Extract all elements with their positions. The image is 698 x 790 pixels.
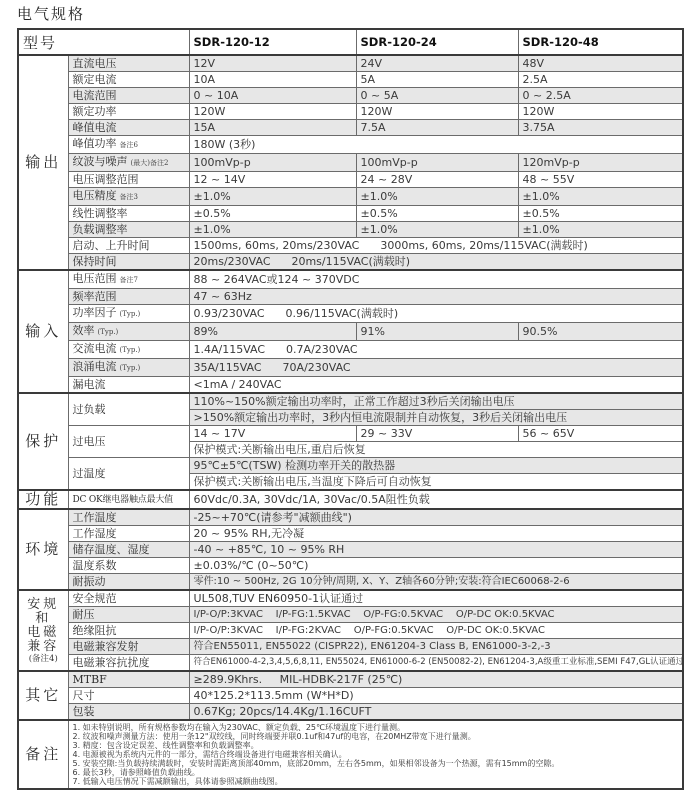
spec-label-footnote: 备注6 [119, 141, 138, 149]
spec-label-cell [68, 172, 189, 188]
spec-label-cell [68, 289, 189, 305]
spec-value-cell: 90.5% [518, 323, 683, 341]
spec-label-cell [68, 526, 189, 542]
table-row [18, 88, 683, 104]
spec-label-text: 过电压 [72, 435, 106, 448]
table-row [18, 574, 683, 591]
spec-span-cell: UL508,TUV EN60950-1认证通过 [189, 590, 683, 607]
table-row [18, 377, 683, 394]
spec-label-cell [68, 136, 189, 154]
spec-value-cell: 12V [189, 55, 356, 72]
spec-label-cell [68, 270, 189, 289]
note-line: 1. 如未特别说明，所有规格参数均在输入为230VAC、额定负载、25℃环境温度下进行量测。 [72, 723, 405, 732]
spec-span-cell: ±0.03%/℃ (0~50℃) [189, 558, 683, 574]
spec-label-text: 电磁兼容发射 [72, 640, 139, 653]
table-row [18, 104, 683, 120]
spec-label-cell [68, 558, 189, 574]
section-label-cell [18, 509, 68, 590]
table-row [18, 704, 683, 721]
table-row [18, 55, 683, 72]
table-row [18, 289, 683, 305]
section-label-line: 电磁 [27, 624, 60, 640]
spec-label-text: 负载调整率 [72, 223, 128, 236]
table-row [18, 607, 683, 623]
spec-label-cell [68, 574, 189, 591]
section-label-line: 安规和 [27, 596, 60, 626]
section-label-line: 环境 [25, 540, 62, 558]
spec-value-cell: 120mVp-p [518, 154, 683, 172]
section-label-line: 功能 [25, 490, 62, 508]
spec-span-cell: 20 ~ 95% RH,无冷凝 [189, 526, 683, 542]
spec-label-text: 纹波与噪声 [72, 155, 128, 168]
spec-label-text: 包装 [72, 705, 95, 718]
spec-label-text: 效率 [72, 324, 95, 337]
spec-label-text: 电流范围 [72, 89, 117, 102]
spec-label-text: 电压精度 [72, 189, 117, 202]
spec-label-footnote: 备注3 [119, 193, 138, 201]
spec-label-cell [68, 623, 189, 639]
spec-span-cell: 保护模式:关断输出电压,当温度下降后可自动恢复 [189, 474, 683, 491]
spec-value-cell: 120W [356, 104, 518, 120]
spec-label-text: 安全规范 [72, 592, 117, 605]
spec-span-cell: 符合EN55011, EN55022 (CISPR22), EN61204-3 Class B, EN61000-3-2,-3 [189, 639, 683, 655]
table-row [18, 323, 683, 341]
spec-span-cell: 40*125.2*113.5mm (W*H*D) [189, 688, 683, 704]
spec-label-cell [68, 542, 189, 558]
spec-label-footnote: (Typ.) [97, 328, 119, 336]
spec-label-cell [68, 238, 189, 254]
spec-label-cell [68, 377, 189, 394]
spec-label-text: 过温度 [72, 467, 106, 480]
spec-span-cell: 88 ~ 264VAC或124 ~ 370VDC [189, 270, 683, 289]
spec-value-cell: 89% [189, 323, 356, 341]
spec-table [17, 28, 684, 790]
spec-span-cell: >150%额定输出功率时，3秒内恒电流限制并自动恢复，3秒后关闭输出电压 [189, 410, 683, 426]
spec-label-text: 电压范围 [72, 272, 117, 285]
model-header-row [18, 29, 683, 55]
spec-label-cell [68, 359, 189, 377]
spec-label-text: 绝缘阻抗 [72, 624, 117, 637]
spec-span-cell: 符合EN61000-4-2,3,4,5,6,8,11, EN55024, EN61000-6-2 (EN50082-2), EN61204-3,A级重工业标准,SEMI F47,GL认证通过 [189, 655, 683, 672]
spec-value-cell: ±1.0% [356, 188, 518, 206]
spec-value-cell: 10A [189, 72, 356, 88]
note-line: 5. 安装空隙:当负载持续满载时，安装时需距离顶部40mm，底部20mm，左右各5mm，如果相邻设备为一个热源，需有15mm的空隙。 [72, 759, 560, 768]
spec-label-text: 电压调整范围 [72, 173, 139, 186]
table-row [18, 458, 683, 474]
section-label-line: 其它 [25, 686, 62, 704]
section-label-cell [18, 671, 68, 720]
notes-cell [68, 720, 683, 789]
spec-label-cell [68, 426, 189, 458]
note-line: 3. 精度：包含设定误差、线性调整率和负载调整率。 [72, 741, 259, 750]
spec-label-text: 峰值功率 [72, 137, 117, 150]
spec-span-cell: I/P-O/P:3KVAC I/P-FG:2KVAC O/P-FG:0.5KVAC O/P-DC OK:0.5KVAC [189, 623, 683, 639]
spec-label-text: MTBF [72, 673, 107, 686]
spec-value-cell: 56 ~ 65V [518, 426, 683, 442]
table-row [18, 238, 683, 254]
spec-value-cell: 12 ~ 14V [189, 172, 356, 188]
spec-span-cell: ≥289.9Khrs. MIL-HDBK-217F (25℃) [189, 671, 683, 688]
table-row [18, 136, 683, 154]
spec-value-cell: 100mVp-p [189, 154, 356, 172]
spec-label-cell [68, 655, 189, 672]
spec-label-cell [68, 341, 189, 359]
spec-value-cell: 14 ~ 17V [189, 426, 356, 442]
section-label-line: 保护 [25, 432, 62, 450]
spec-label-text: DC OK继电器触点最大值 [72, 495, 173, 505]
spec-label-cell [68, 458, 189, 491]
spec-span-cell: -25~+70℃(请参考"减额曲线") [189, 509, 683, 526]
section-label-cell [18, 55, 68, 270]
section-label-cell [18, 270, 68, 393]
spec-value-cell: ±1.0% [518, 222, 683, 238]
spec-label-text: 频率范围 [72, 290, 117, 303]
spec-value-cell: ±0.5% [356, 206, 518, 222]
spec-label-text: 储存温度、湿度 [72, 543, 150, 556]
spec-label-cell [68, 639, 189, 655]
spec-label-text: 线性调整率 [72, 207, 128, 220]
spec-span-cell: 0.93/230VAC 0.96/115VAC(满载时) [189, 305, 683, 323]
spec-label-cell [68, 120, 189, 136]
model-cell-2: SDR-120-24 [356, 29, 518, 55]
spec-value-cell: 2.5A [518, 72, 683, 88]
spec-label-cell [68, 88, 189, 104]
spec-value-cell: ±1.0% [356, 222, 518, 238]
table-row [18, 72, 683, 88]
spec-label-text: 功率因子 [72, 306, 117, 319]
spec-span-cell: 0.67Kg; 20pcs/14.4Kg/1.16CUFT [189, 704, 683, 721]
table-row [18, 671, 683, 688]
spec-value-cell: ±0.5% [189, 206, 356, 222]
spec-value-cell: ±1.0% [189, 188, 356, 206]
spec-label-cell [68, 72, 189, 88]
table-row [18, 188, 683, 206]
note-line: 7. 低输入电压情况下需减额输出，具体请参照减额曲线图。 [72, 777, 283, 786]
spec-label-footnote: (Typ.) [119, 346, 141, 354]
spec-value-cell: ±1.0% [189, 222, 356, 238]
spec-label-cell [68, 509, 189, 526]
spec-value-cell: 5A [356, 72, 518, 88]
spec-label-cell [68, 188, 189, 206]
spec-value-cell: 0 ~ 5A [356, 88, 518, 104]
table-row [18, 270, 683, 289]
table-row [18, 305, 683, 323]
spec-label-cell [68, 305, 189, 323]
spec-label-footnote: (Typ.) [119, 364, 141, 372]
spec-value-cell: 3.75A [518, 120, 683, 136]
table-row [18, 172, 683, 188]
spec-span-cell: 110%~150%额定输出功率时，正常工作超过3秒后关闭输出电压 [189, 393, 683, 410]
spec-value-cell: 0 ~ 2.5A [518, 88, 683, 104]
spec-span-cell: 保护模式:关断输出电压,重启后恢复 [189, 442, 683, 458]
spec-label-footnote: (Typ.) [119, 310, 141, 318]
spec-span-cell: 35A/115VAC 70A/230VAC [189, 359, 683, 377]
table-row [18, 688, 683, 704]
section-label-note: (备注4) [28, 653, 58, 664]
spec-label-text: 直流电压 [72, 57, 117, 70]
spec-label-text: 额定电流 [72, 73, 117, 86]
table-row [18, 623, 683, 639]
table-row [18, 120, 683, 136]
spec-label-cell [68, 55, 189, 72]
spec-value-cell: 7.5A [356, 120, 518, 136]
section-label-cell [18, 720, 68, 789]
spec-label-text: 交流电流 [72, 342, 117, 355]
section-label-line: 备注 [25, 745, 62, 763]
spec-value-cell: 29 ~ 33V [356, 426, 518, 442]
spec-label-cell [68, 154, 189, 172]
spec-label-text: 过负载 [72, 403, 106, 416]
spec-span-cell: 60Vdc/0.3A, 30Vdc/1A, 30Vac/0.5A阻性负载 [189, 490, 683, 509]
spec-label-text: 工作湿度 [72, 527, 117, 540]
model-header-cell: 型号 [18, 29, 189, 55]
spec-label-text: 漏电流 [72, 378, 106, 391]
table-row [18, 393, 683, 410]
spec-span-cell: <1mA / 240VAC [189, 377, 683, 394]
section-label-cell [18, 490, 68, 509]
page-title: 电气规格 [17, 5, 86, 23]
spec-value-cell: 91% [356, 323, 518, 341]
spec-label-text: 温度系数 [72, 559, 117, 572]
table-row [18, 341, 683, 359]
spec-label-text: 峰值电流 [72, 121, 117, 134]
spec-value-cell: 15A [189, 120, 356, 136]
spec-label-text: 浪涌电流 [72, 360, 117, 373]
spec-label-cell [68, 222, 189, 238]
section-label-line: 兼容 [27, 638, 60, 654]
spec-span-cell: 180W (3秒) [189, 136, 683, 154]
spec-label-cell [68, 254, 189, 271]
spec-span-cell: 零件:10 ~ 500Hz, 2G 10分钟/周期, X、Y、Z轴各60分钟;安装:符合IEC60068-2-6 [189, 574, 683, 591]
spec-label-text: 保持时间 [72, 255, 117, 268]
spec-value-cell: 48V [518, 55, 683, 72]
spec-label-cell [68, 671, 189, 688]
table-row [18, 359, 683, 377]
table-row [18, 426, 683, 442]
table-row [18, 490, 683, 509]
spec-label-cell [68, 688, 189, 704]
table-row [18, 509, 683, 526]
spec-value-cell: 0 ~ 10A [189, 88, 356, 104]
spec-value-cell: 24V [356, 55, 518, 72]
spec-label-cell [68, 323, 189, 341]
table-row [18, 720, 683, 789]
spec-label-text: 耐振动 [72, 575, 106, 588]
spec-span-cell: I/P-O/P:3KVAC I/P-FG:1.5KVAC O/P-FG:0.5KVAC O/P-DC OK:0.5KVAC [189, 607, 683, 623]
spec-value-cell: 48 ~ 55V [518, 172, 683, 188]
table-row [18, 254, 683, 271]
spec-label-text: 启动、上升时间 [72, 239, 150, 252]
note-line: 4. 电源被视为系统内元件的一部分，需结合终端设备进行电磁兼容相关确认。 [72, 750, 347, 759]
section-label-cell [18, 590, 68, 671]
table-row [18, 526, 683, 542]
table-row [18, 590, 683, 607]
spec-label-text: 工作温度 [72, 511, 117, 524]
table-row [18, 542, 683, 558]
spec-value-cell: ±0.5% [518, 206, 683, 222]
spec-label-text: 电磁兼容抗扰度 [72, 656, 150, 669]
spec-label-text: 耐压 [72, 608, 95, 621]
spec-span-cell: 1500ms, 60ms, 20ms/230VAC 3000ms, 60ms, 20ms/115VAC(满载时) [189, 238, 683, 254]
spec-span-cell: 95℃±5℃(TSW) 检测功率开关的散热器 [189, 458, 683, 474]
section-label-cell [18, 393, 68, 490]
note-line: 6. 最长3秒，请参照峰值负载曲线。 [72, 768, 200, 777]
table-row [18, 639, 683, 655]
spec-label-footnote: (最大)备注2 [130, 159, 169, 167]
spec-label-cell [68, 104, 189, 120]
spec-label-text: 尺寸 [72, 689, 95, 702]
spec-label-footnote: 备注7 [119, 276, 138, 284]
spec-label-cell [68, 704, 189, 721]
spec-span-cell: 20ms/230VAC 20ms/115VAC(满载时) [189, 254, 683, 271]
spec-value-cell: 120W [189, 104, 356, 120]
spec-label-cell [68, 490, 189, 509]
spec-label-cell [68, 393, 189, 426]
model-cell-3: SDR-120-48 [518, 29, 683, 55]
section-label-line: 输出 [25, 153, 62, 171]
spec-span-cell: 1.4A/115VAC 0.7A/230VAC [189, 341, 683, 359]
note-line: 2. 纹波和噪声测量方法：使用一条12"双绞线，同时终端要并联0.1uf和47uf的电容，在20MHZ带宽下进行量测。 [72, 732, 476, 741]
spec-label-cell [68, 607, 189, 623]
table-row [18, 558, 683, 574]
spec-label-text: 额定功率 [72, 105, 117, 118]
spec-value-cell: 120W [518, 104, 683, 120]
table-row [18, 154, 683, 172]
spec-label-cell [68, 206, 189, 222]
model-cell-1: SDR-120-12 [189, 29, 356, 55]
spec-span-cell: 47 ~ 63Hz [189, 289, 683, 305]
spec-span-cell: -40 ~ +85℃, 10 ~ 95% RH [189, 542, 683, 558]
table-row [18, 655, 683, 672]
table-row [18, 222, 683, 238]
spec-label-cell [68, 590, 189, 607]
spec-value-cell: 100mVp-p [356, 154, 518, 172]
table-row [18, 206, 683, 222]
spec-value-cell: 24 ~ 28V [356, 172, 518, 188]
section-label-line: 输入 [25, 322, 62, 340]
spec-value-cell: ±1.0% [518, 188, 683, 206]
